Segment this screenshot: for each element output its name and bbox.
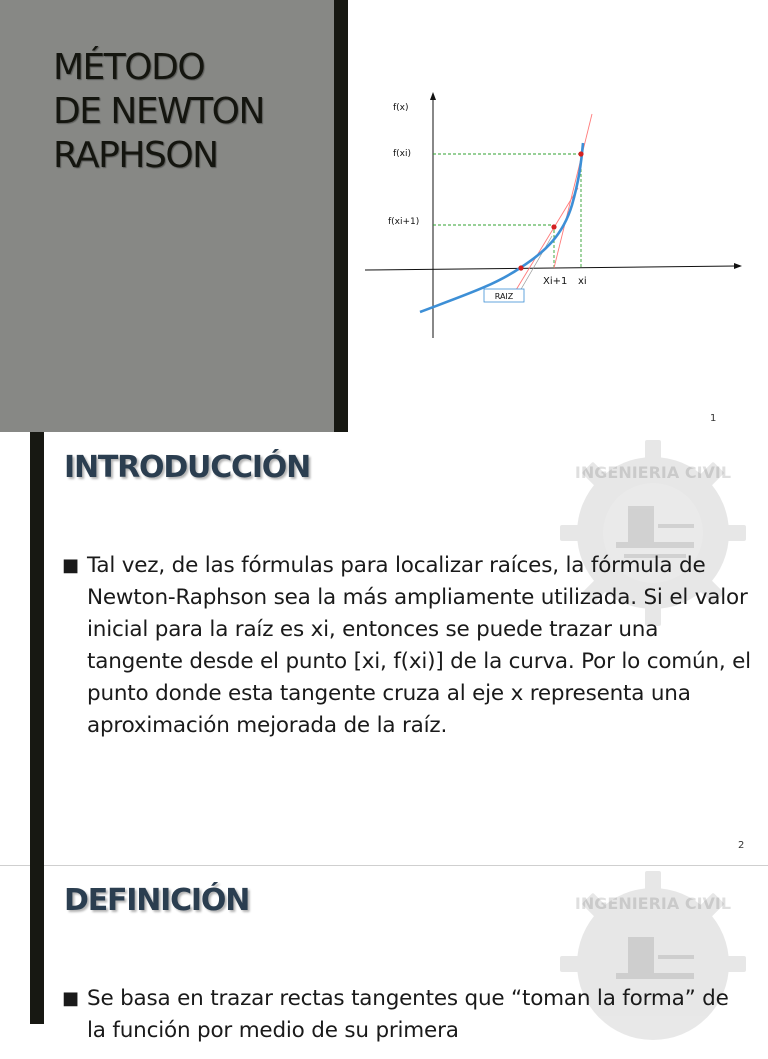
tangent-at-xi bbox=[554, 114, 592, 268]
accent-bar bbox=[30, 432, 44, 865]
label-fxi1: f(xi+1) bbox=[388, 217, 420, 227]
point-xi1 bbox=[551, 224, 556, 229]
presentation-title: MÉTODO DE NEWTON RAPHSON bbox=[53, 47, 264, 176]
x-axis-arrow bbox=[734, 263, 742, 269]
section-title-introduccion: INTRODUCCIÓN bbox=[64, 450, 311, 485]
y-axis-arrow bbox=[430, 92, 436, 100]
slide-1-title bbox=[0, 0, 768, 432]
page-number-2: 2 bbox=[738, 840, 745, 851]
page-number-1: 1 bbox=[710, 413, 717, 424]
title-accent-bar bbox=[334, 0, 348, 432]
tangent-at-xi1 bbox=[516, 188, 578, 290]
definition-paragraph: Se basa en trazar rectas tangentes que “toman la forma” de la función por medio de su primera bbox=[87, 986, 729, 1043]
label-fx: f(x) bbox=[393, 103, 409, 113]
slide-divider bbox=[0, 865, 768, 866]
x-axis bbox=[365, 266, 736, 270]
watermark-text: INGENIERIA CIVIL bbox=[574, 463, 732, 482]
watermark-text: INGENIERIA CIVIL bbox=[574, 894, 732, 913]
intro-paragraph: Tal vez, de las fórmulas para localizar raíces, la fórmula de Newton-Raphson sea la más ampliamente utilizada. Si el valor inicial para la raíz es xi, entonces se puede trazar una tangente desde el punto [xi, f(xi)] de la curva. Por lo común, el punto donde esta tangente cruza al eje x representa una aproximación mejorada de la raíz. bbox=[87, 553, 751, 738]
label-raiz: RAIZ bbox=[494, 292, 514, 301]
newton-raphson-graph bbox=[360, 80, 750, 350]
bullet-square-icon: ■ bbox=[62, 555, 79, 576]
slide-3-definicion bbox=[0, 865, 768, 1043]
accent-bar bbox=[30, 865, 44, 1024]
section-title-definicion: DEFINICIÓN bbox=[64, 883, 250, 918]
intro-bullet bbox=[62, 550, 752, 742]
slide-2-introduccion bbox=[0, 432, 768, 865]
label-xi1: Xi+1 bbox=[543, 276, 568, 287]
label-xi: xi bbox=[578, 276, 587, 287]
definition-bullet bbox=[62, 983, 752, 1047]
label-fxi: f(xi) bbox=[393, 149, 412, 159]
bullet-square-icon: ■ bbox=[62, 988, 79, 1009]
point-root bbox=[518, 265, 523, 270]
point-xi bbox=[578, 151, 583, 156]
